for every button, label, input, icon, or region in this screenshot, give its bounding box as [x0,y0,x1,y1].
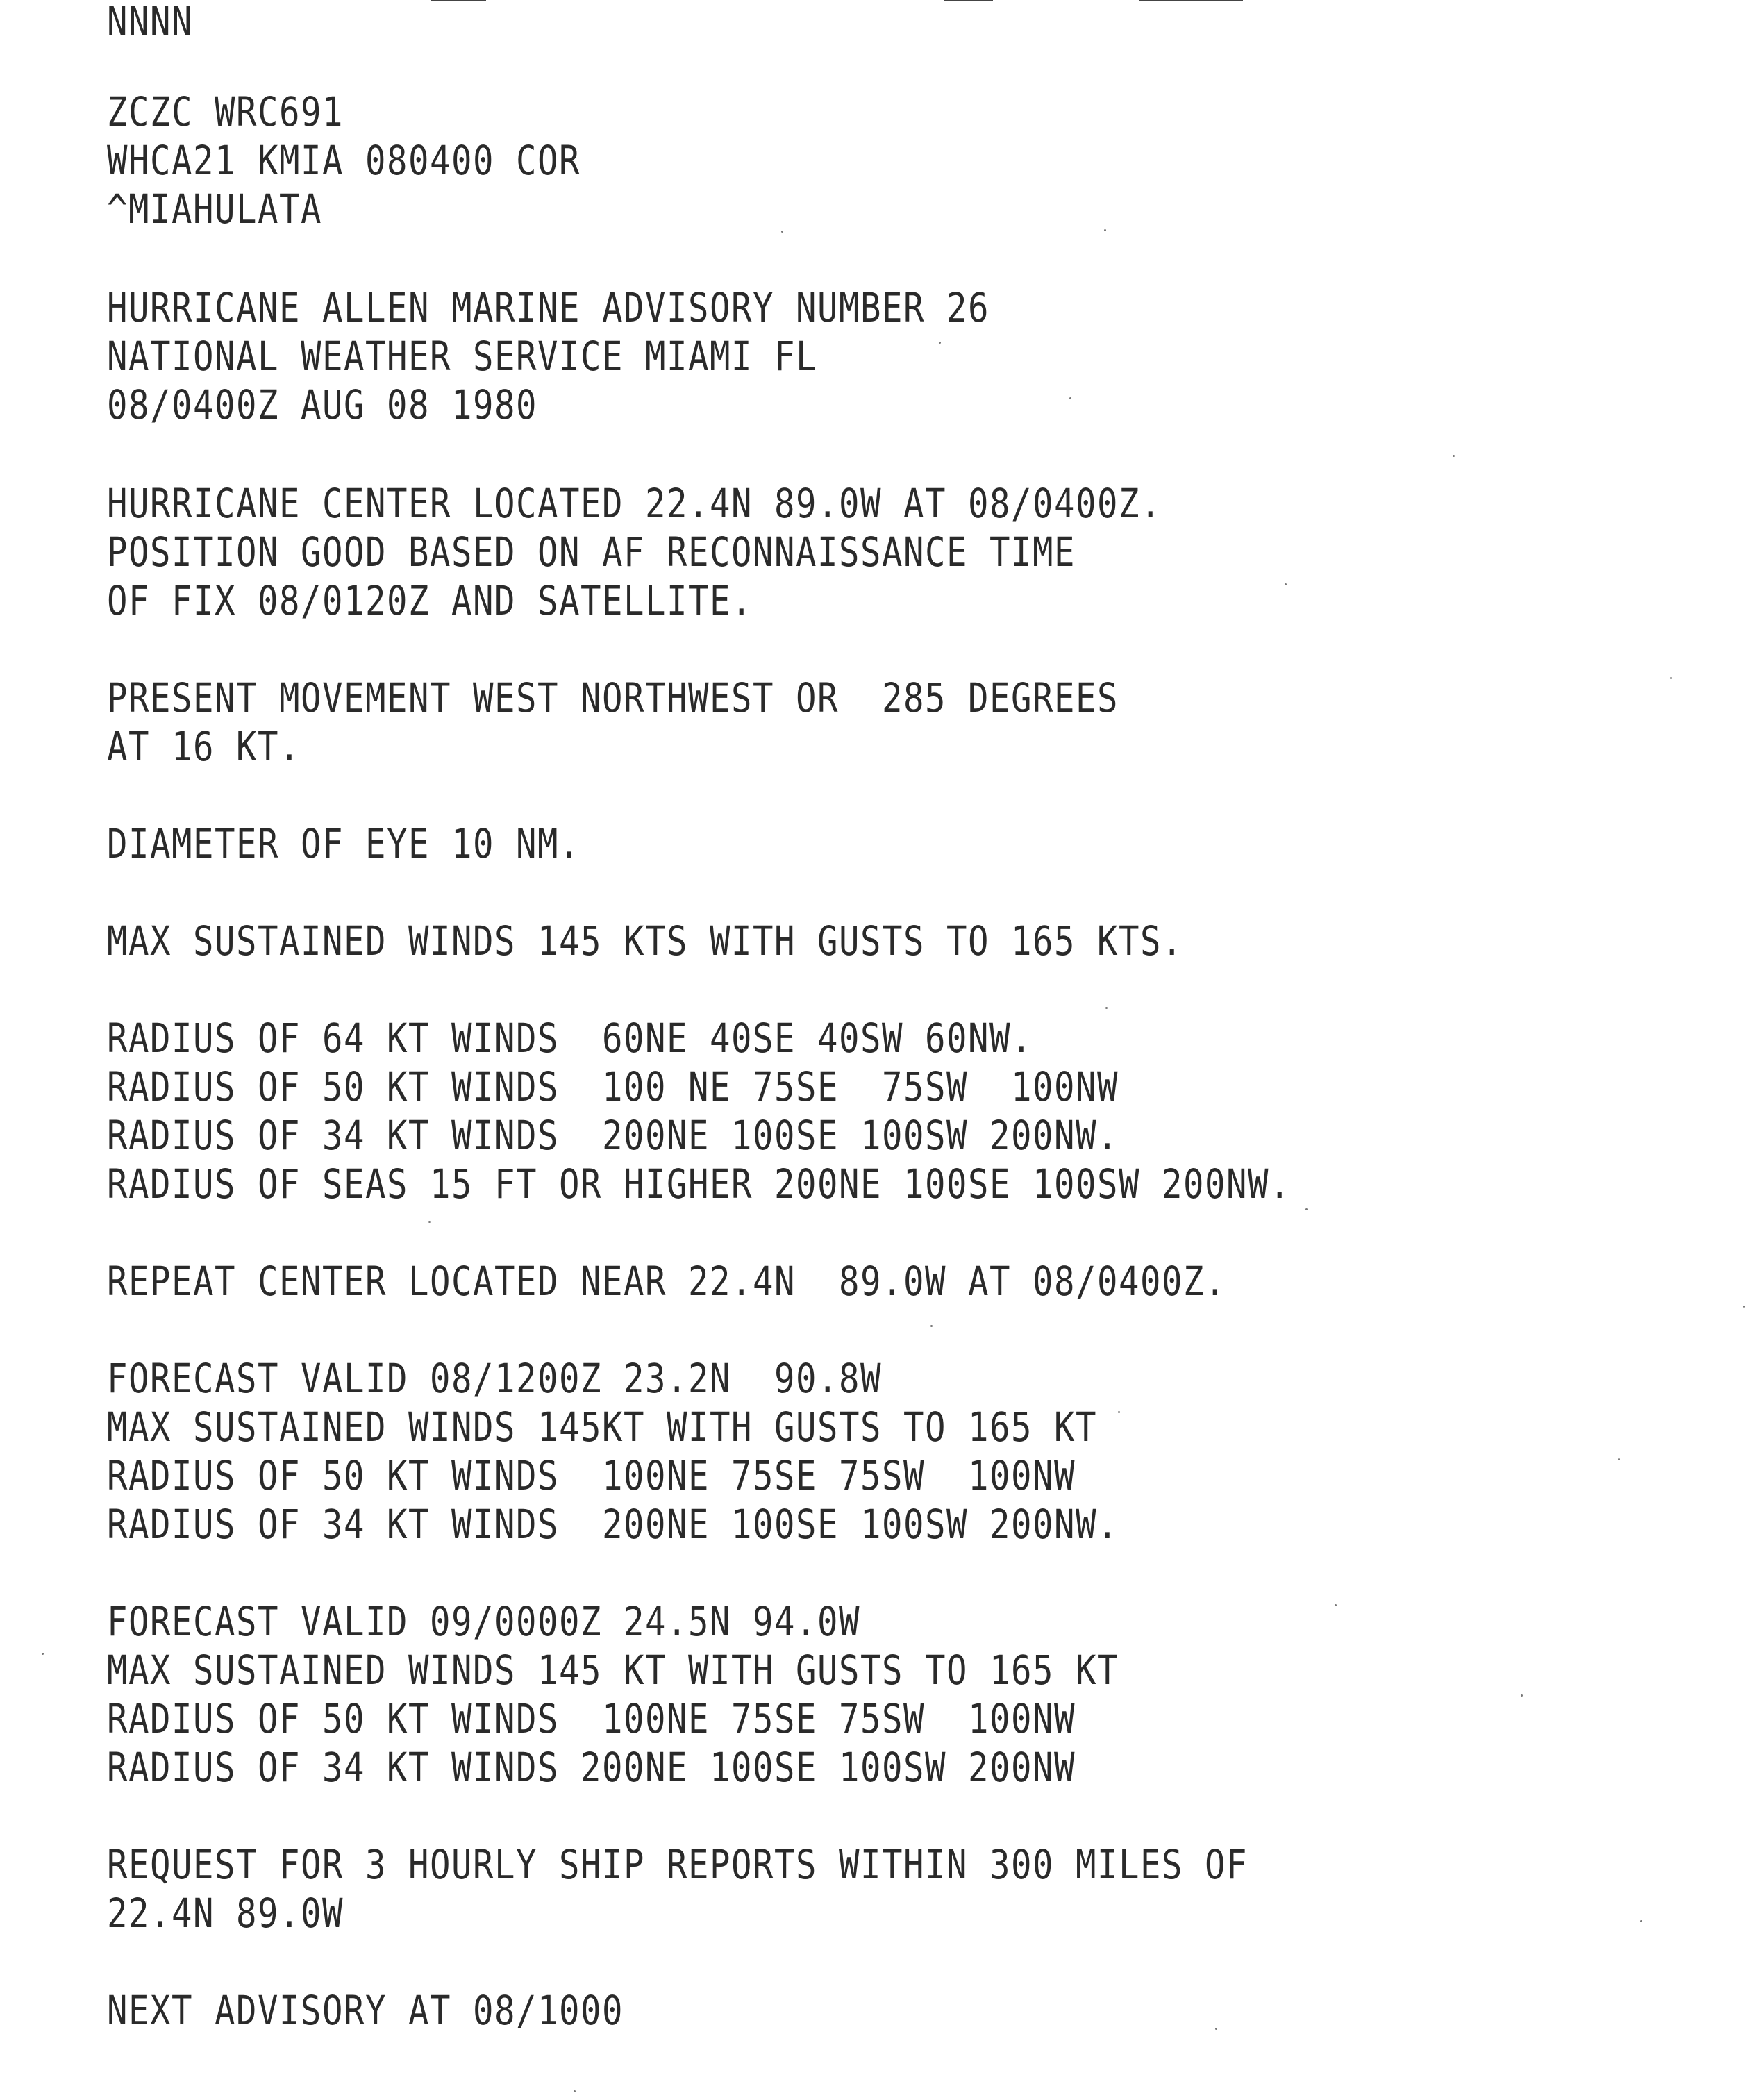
scan-speck [1305,1208,1308,1210]
scan-speck [1453,455,1455,457]
scan-speck [930,1325,933,1327]
scan-speck [1743,1306,1745,1308]
ship-report-request-line: REQUEST FOR 3 HOURLY SHIP REPORTS WITHIN 300 MILES OF [107,1842,1248,1889]
scan-speck [1335,1604,1337,1606]
center-location-line: HURRICANE CENTER LOCATED 22.4N 89.0W AT 08/0400Z. [107,481,1162,528]
top-edge-mark [431,0,486,1]
scan-speck [1640,1920,1642,1922]
forecast-1-radius-50kt-line: RADIUS OF 50 KT WINDS 100NE 75SE 75SW 100NW [107,1453,1076,1500]
fix-time-line: OF FIX 08/0120Z AND SATELLITE. [107,578,753,625]
scan-speck [1521,1694,1523,1697]
scan-speck [1618,1458,1620,1460]
eye-diameter-line: DIAMETER OF EYE 10 NM. [107,821,581,868]
scan-speck [1104,229,1106,231]
scan-speck [574,2090,576,2092]
forecast-1-valid-line: FORECAST VALID 08/1200Z 23.2N 90.8W [107,1356,883,1403]
forecast-2-valid-line: FORECAST VALID 09/0000Z 24.5N 94.0W [107,1599,861,1646]
issue-time: 08/0400Z AUG 08 1980 [107,382,538,429]
scan-speck [42,1653,44,1655]
scan-speck [1118,1411,1120,1413]
scan-speck [1069,397,1071,399]
next-advisory-line: NEXT ADVISORY AT 08/1000 [107,1988,624,2035]
radius-50kt-line: RADIUS OF 50 KT WINDS 100 NE 75SE 75SW 100NW [107,1064,1119,1111]
bulletin-header: WHCA21 KMIA 080400 COR [107,138,581,185]
scan-speck [1285,583,1287,585]
top-edge-mark [1139,0,1243,1]
issuing-office: NATIONAL WEATHER SERVICE MIAMI FL [107,333,818,381]
scan-speck [1670,677,1672,679]
position-quality-line: POSITION GOOD BASED ON AF RECONNAISSANCE TIME [107,529,1076,576]
forecast-1-radius-34kt-line: RADIUS OF 34 KT WINDS 200NE 100SE 100SW 200NW. [107,1501,1119,1549]
advisory-title: HURRICANE ALLEN MARINE ADVISORY NUMBER 26 [107,285,990,332]
max-winds-line: MAX SUSTAINED WINDS 145 KTS WITH GUSTS TO 165 KTS. [107,918,1184,965]
radius-seas-line: RADIUS OF SEAS 15 FT OR HIGHER 200NE 100SE 100SW 200NW. [107,1161,1292,1208]
scan-speck [781,231,783,233]
radius-64kt-line: RADIUS OF 64 KT WINDS 60NE 40SE 40SW 60NW. [107,1015,1033,1062]
scan-speck [1215,2028,1217,2030]
routing-code: ^MIAHULATA [107,186,323,233]
scan-speck [428,1221,431,1223]
top-edge-mark [944,0,993,1]
ship-report-position-line: 22.4N 89.0W [107,1890,344,1938]
scan-speck [939,342,941,344]
forecast-2-radius-50kt-line: RADIUS OF 50 KT WINDS 100NE 75SE 75SW 100NW [107,1696,1076,1743]
repeat-center-line: REPEAT CENTER LOCATED NEAR 22.4N 89.0W AT 08/0400Z. [107,1258,1227,1306]
movement-speed-line: AT 16 KT. [107,724,301,771]
scan-speck [1105,1007,1108,1009]
forecast-1-winds-line: MAX SUSTAINED WINDS 145KT WITH GUSTS TO 165 KT [107,1404,1098,1451]
radius-34kt-line: RADIUS OF 34 KT WINDS 200NE 100SE 100SW 200NW. [107,1112,1119,1160]
movement-line: PRESENT MOVEMENT WEST NORTHWEST OR 285 DEGREES [107,675,1119,722]
end-of-message-marker: NNNN [107,0,194,46]
forecast-2-winds-line: MAX SUSTAINED WINDS 145 KT WITH GUSTS TO 165 KT [107,1647,1119,1694]
message-start-header: ZCZC WRC691 [107,89,344,136]
forecast-2-radius-34kt-line: RADIUS OF 34 KT WINDS 200NE 100SE 100SW 200NW [107,1744,1076,1792]
